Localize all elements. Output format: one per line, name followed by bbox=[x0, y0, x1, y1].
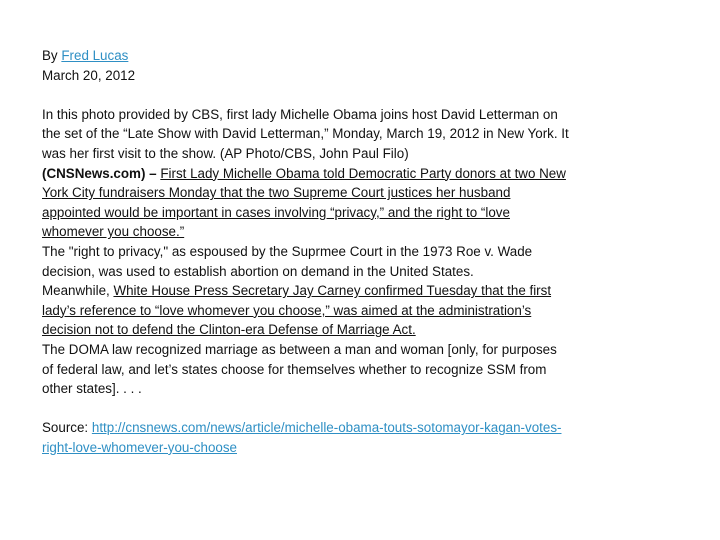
lead-quote: whomever you choose.” bbox=[42, 224, 185, 240]
byline bbox=[42, 46, 682, 66]
privacy-line: The "right to privacy," as espoused by the Suprmee Court in the 1973 Roe v. Wade bbox=[42, 243, 533, 259]
lead-quote: appointed would be important in cases involving “privacy,” and the right to “love bbox=[42, 204, 510, 220]
lead-quote: York City fundraisers Monday that the two Supreme Court justices her husband bbox=[42, 185, 511, 201]
source-link-continued[interactable]: right-love-whomever-you-choose bbox=[42, 439, 237, 455]
carney-paragraph bbox=[42, 281, 682, 340]
doma-line: of federal law, and let’s states choose for themselves whether to recognize SSM from bbox=[42, 361, 547, 377]
caption-line: was her first visit to the show. (AP Photo/CBS, John Paul Filo) bbox=[42, 145, 409, 161]
source-label-text: Source: bbox=[42, 420, 92, 436]
source-block bbox=[42, 418, 682, 457]
doma-paragraph bbox=[42, 340, 682, 399]
byline-prefix: By bbox=[42, 48, 62, 63]
photo-caption bbox=[42, 105, 682, 164]
carney-quote: decision not to defend the Clinton-era Defense of Marriage Act. bbox=[42, 322, 416, 338]
lead-paragraph bbox=[42, 164, 682, 242]
caption-line: In this photo provided by CBS, first lady Michelle Obama joins host David Letterman on bbox=[42, 106, 558, 122]
doma-line: other states]. . . . bbox=[42, 381, 142, 397]
privacy-line: decision, was used to establish abortion on demand in the United States. bbox=[42, 263, 474, 279]
caption-line: the set of the “Late Show with David Letterman,” Monday, March 19, 2012 in New York. It bbox=[42, 126, 569, 142]
author-link[interactable]: Fred Lucas bbox=[61, 48, 129, 63]
article-excerpt bbox=[42, 46, 682, 457]
carney-prefix: Meanwhile, bbox=[42, 283, 114, 299]
lead-quote: First Lady Michelle Obama told Democratic Party donors at two New bbox=[160, 165, 566, 181]
carney-quote: lady’s reference to “love whomever you choose,” was aimed at the administration’s bbox=[42, 302, 532, 318]
doma-line: The DOMA law recognized marriage as between a man and woman [only, for purposes bbox=[42, 341, 557, 357]
carney-quote: White House Press Secretary Jay Carney confirmed Tuesday that the first bbox=[113, 283, 552, 299]
source-label: (CNSNews.com) – bbox=[42, 165, 157, 181]
privacy-paragraph bbox=[42, 242, 682, 281]
article-date: March 20, 2012 bbox=[42, 67, 136, 83]
source-link[interactable]: http://cnsnews.com/news/article/michelle-obama-touts-sotomayor-kagan-votes- bbox=[91, 420, 562, 436]
